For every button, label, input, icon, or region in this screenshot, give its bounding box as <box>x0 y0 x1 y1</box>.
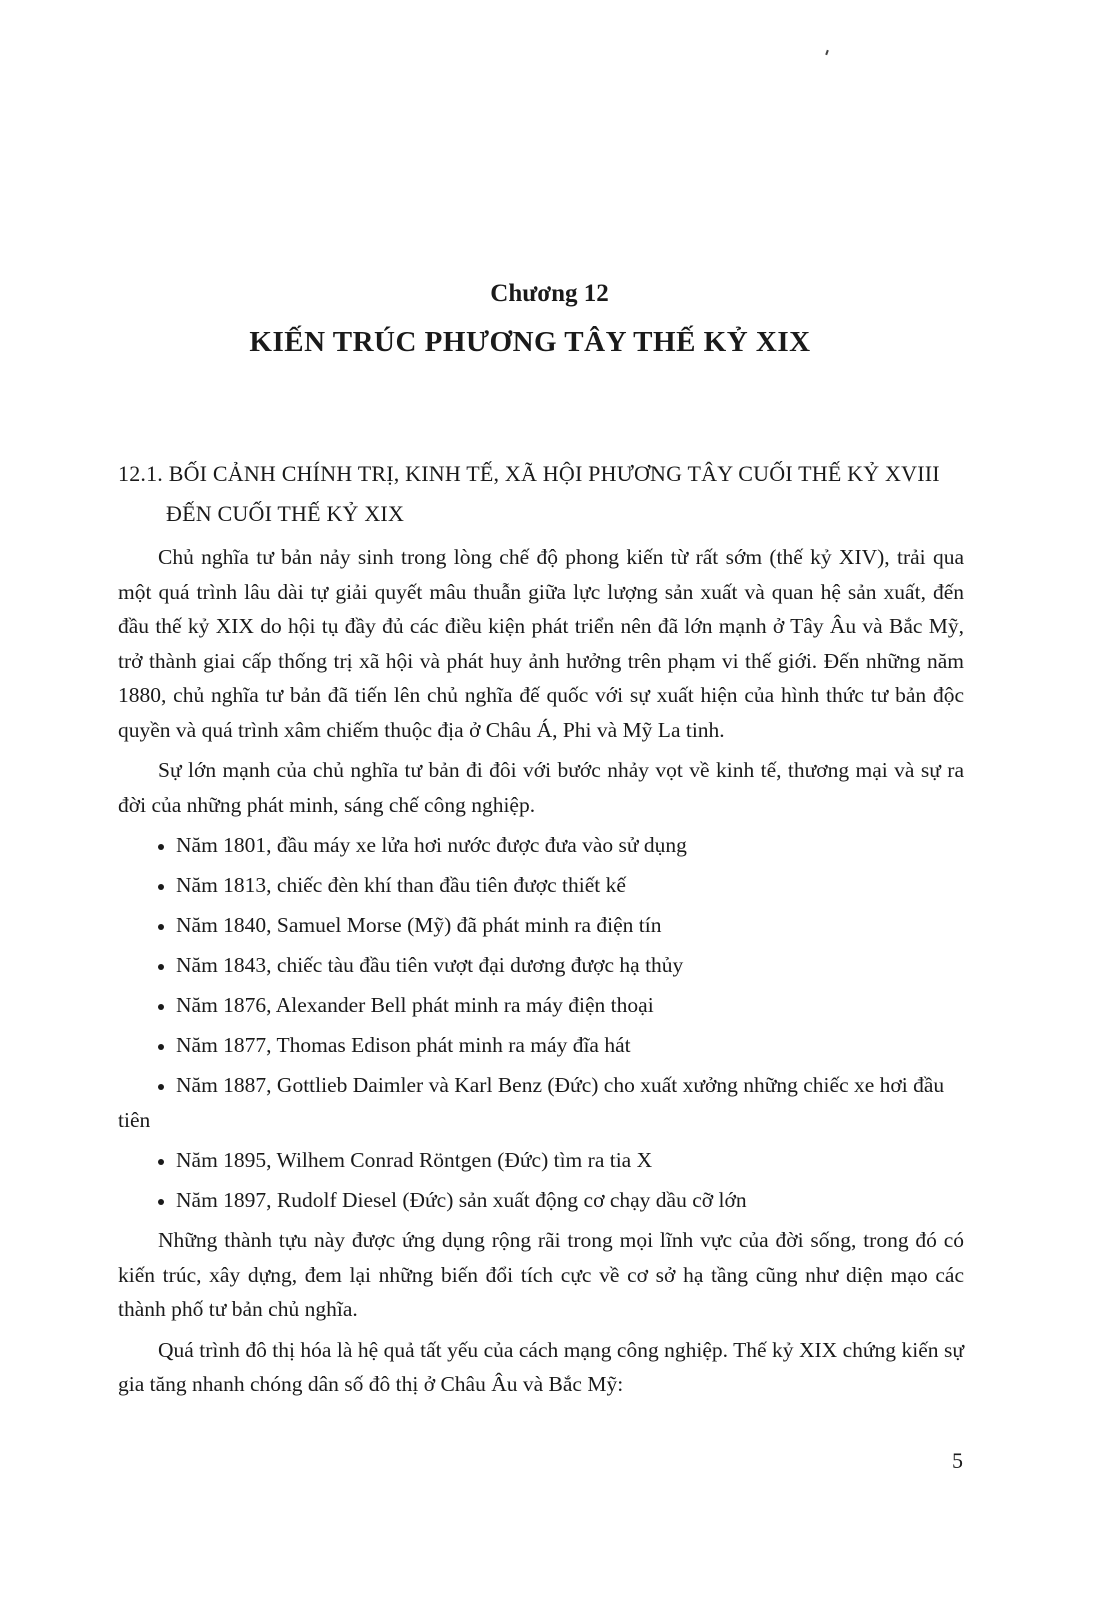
paragraph-capitalism-origin: Chủ nghĩa tư bản nảy sinh trong lòng chế độ phong kiến từ rất sớm (thế kỷ XIV), trải qua một quá trình lâu dài tự giải quyết mâu thuẫn giữa lực lượng sản xuất và quan hệ sản xuất, đến đầu thế kỷ XIX do hội tụ đầy đủ các điều kiện phát triển nên đã lớn mạnh ở Tây Âu và Bắc Mỹ, trở thành giai cấp thống trị xã hội và phát huy ảnh hưởng trên phạm vi thế giới. Đến những năm 1880, chủ nghĩa tư bản đã tiến lên chủ nghĩa đế quốc với sự xuất hiện của hình thức tư bản độc quyền và quá trình xâm chiếm thuộc địa ở Châu Á, Phi và Mỹ La tinh. <box>118 545 964 742</box>
list-item: Năm 1813, chiếc đèn khí than đầu tiên được thiết kế <box>118 868 964 903</box>
list-item: Năm 1840, Samuel Morse (Mỹ) đã phát minh ra điện tín <box>118 908 964 943</box>
list-item: Năm 1843, chiếc tàu đầu tiên vượt đại dương được hạ thủy <box>118 948 964 983</box>
paragraph-economic-leap: Sự lớn mạnh của chủ nghĩa tư bản đi đôi với bước nhảy vọt về kinh tế, thương mại và sự ra đời của những phát minh, sáng chế công nghiệp. <box>118 758 964 817</box>
bullet-icon <box>158 964 164 970</box>
list-item: Năm 1897, Rudolf Diesel (Đức) sản xuất động cơ chạy dầu cỡ lớn <box>118 1183 964 1218</box>
section-heading <box>118 454 978 534</box>
list-item: Năm 1876, Alexander Bell phát minh ra máy điện thoại <box>118 988 964 1023</box>
section-heading-line1: 12.1. BỐI CẢNH CHÍNH TRỊ, KINH TẾ, XÃ HỘI PHƯƠNG TÂY CUỐI THẾ KỶ XVIII <box>118 461 940 486</box>
list-item: Năm 1877, Thomas Edison phát minh ra máy đĩa hát <box>118 1028 964 1063</box>
page-number: 5 <box>952 1448 963 1473</box>
bullet-icon <box>158 884 164 890</box>
list-item: Năm 1887, Gottlieb Daimler và Karl Benz (Đức) cho xuất xưởng những chiếc xe hơi đầu tiên <box>118 1073 945 1132</box>
scan-speck <box>825 50 829 55</box>
bullet-icon <box>158 1199 164 1205</box>
bullet-icon <box>158 924 164 930</box>
body-text <box>118 540 964 1408</box>
paragraph-urbanization: Quá trình đô thị hóa là hệ quả tất yếu của cách mạng công nghiệp. Thế kỷ XIX chứng kiến sự gia tăng nhanh chóng dân số đô thị ở Châu Âu và Bắc Mỹ: <box>118 1337 964 1396</box>
section-heading-line2: ĐẾN CUỐI THẾ KỶ XIX <box>166 501 405 526</box>
paragraph-achievements: Những thành tựu này được ứng dụng rộng rãi trong mọi lĩnh vực của đời sống, trong đó có kiến trúc, xây dựng, đem lại những biến đổi tích cực về cơ sở hạ tầng cũng như diện mạo các thành phố tư bản chủ nghĩa. <box>118 1228 964 1321</box>
chapter-label: Chương 12 <box>490 280 609 307</box>
inventions-list <box>118 828 964 1217</box>
bullet-icon <box>158 1084 164 1090</box>
bullet-icon <box>158 1004 164 1010</box>
bullet-icon <box>158 1044 164 1050</box>
bullet-icon <box>158 1159 164 1165</box>
list-item: Năm 1801, đầu máy xe lửa hơi nước được đưa vào sử dụng <box>118 828 964 863</box>
chapter-title: KIẾN TRÚC PHƯƠNG TÂY THẾ KỶ XIX <box>249 326 811 358</box>
list-item: Năm 1895, Wilhem Conrad Röntgen (Đức) tìm ra tia X <box>118 1143 964 1178</box>
bullet-icon <box>158 844 164 850</box>
